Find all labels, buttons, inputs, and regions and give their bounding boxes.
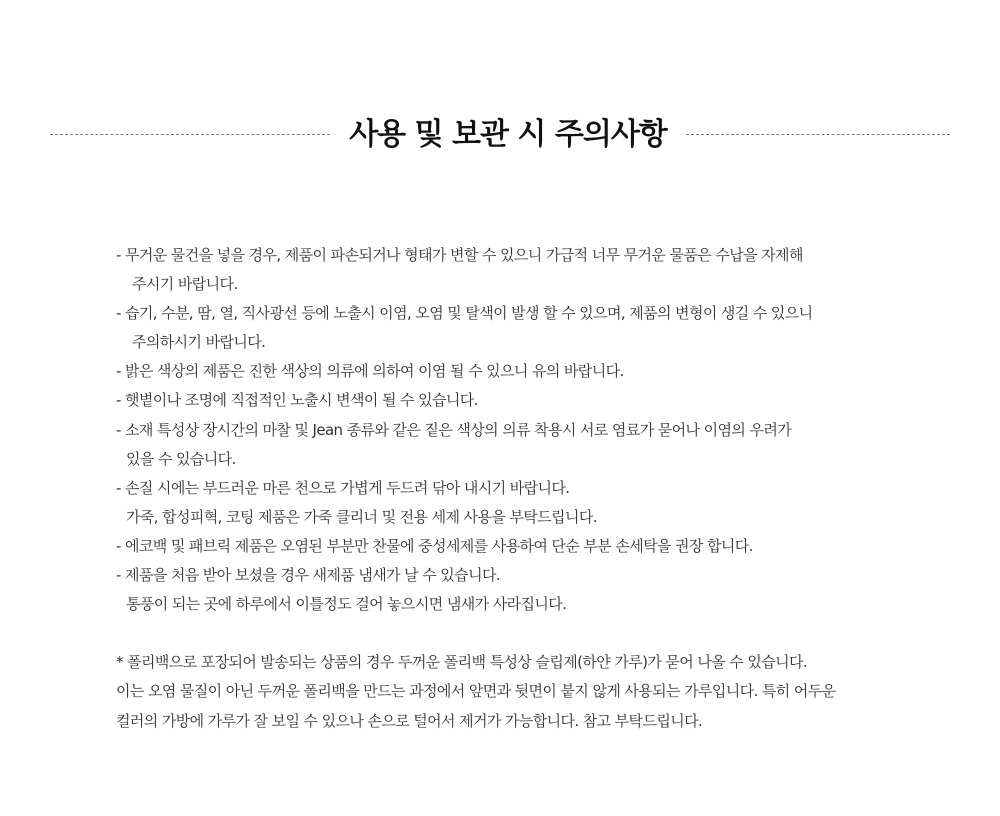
note-line: 주의하시기 바랍니다.: [132, 333, 266, 352]
note-line: - 소재 특성상 장시간의 마찰 및 Jean 종류와 같은 짙은 색상의 의류 착용시 서로 염료가 묻어나 이염의 우려가: [116, 420, 792, 439]
note-line: - 습기, 수분, 땀, 열, 직사광선 등에 노출시 이염, 오염 및 탈색이 발생 할 수 있으며, 제품의 변형이 생길 수 있으니: [116, 304, 813, 323]
note-line: 가죽, 합성피혁, 코팅 제품은 가죽 클리너 및 전용 세제 사용을 부탁드립니다.: [126, 507, 597, 526]
note-line: - 에코백 및 패브릭 제품은 오염된 부분만 찬물에 중성세제를 사용하여 단순 부분 손세탁을 권장 합니다.: [116, 536, 753, 555]
note-line: - 밝은 색상의 제품은 진한 색상의 의류에 의하여 이염 될 수 있으니 유의 바랍니다.: [116, 362, 624, 381]
note-line: - 손질 시에는 부드러운 마른 천으로 가볍게 두드려 닦아 내시기 바랍니다.: [116, 478, 570, 497]
footnote-line: * 폴리백으로 포장되어 발송되는 상품의 경우 두꺼운 폴리백 특성상 슬립제(하얀 가루)가 묻어 나올 수 있습니다.: [116, 653, 808, 672]
note-line: - 제품을 처음 받아 보셨을 경우 새제품 냄새가 날 수 있습니다.: [116, 566, 501, 585]
note-line: 있을 수 있습니다.: [126, 449, 236, 468]
footnote-line: 컬러의 가방에 가루가 잘 보일 수 있으나 손으로 털어서 제거가 가능합니다. 참고 부탁드립니다.: [116, 711, 703, 730]
note-line: 통풍이 되는 곳에 하루에서 이틀정도 걸어 놓으시면 냄새가 사라집니다.: [126, 595, 567, 614]
note-line: - 햇볕이나 조명에 직접적인 노출시 변색이 될 수 있습니다.: [116, 391, 478, 410]
spacer: [116, 619, 916, 648]
page-title: 사용 및 보관 시 주의사항: [349, 117, 667, 152]
title-row: [0, 110, 1000, 160]
note-line: 주시기 바랍니다.: [132, 275, 238, 294]
care-notes: [116, 241, 916, 736]
right-dashed-divider: [686, 134, 950, 135]
footnote-line: 이는 오염 물질이 아닌 두꺼운 폴리백을 만드는 과정에서 앞면과 뒷면이 붙지 않게 사용되는 가루입니다. 특히 어두운: [116, 682, 836, 701]
note-line: - 무거운 물건을 넣을 경우, 제품이 파손되거나 형태가 변할 수 있으니 가급적 너무 무거운 물품은 수납을 자제해: [116, 246, 803, 264]
left-dashed-divider: [50, 134, 330, 135]
